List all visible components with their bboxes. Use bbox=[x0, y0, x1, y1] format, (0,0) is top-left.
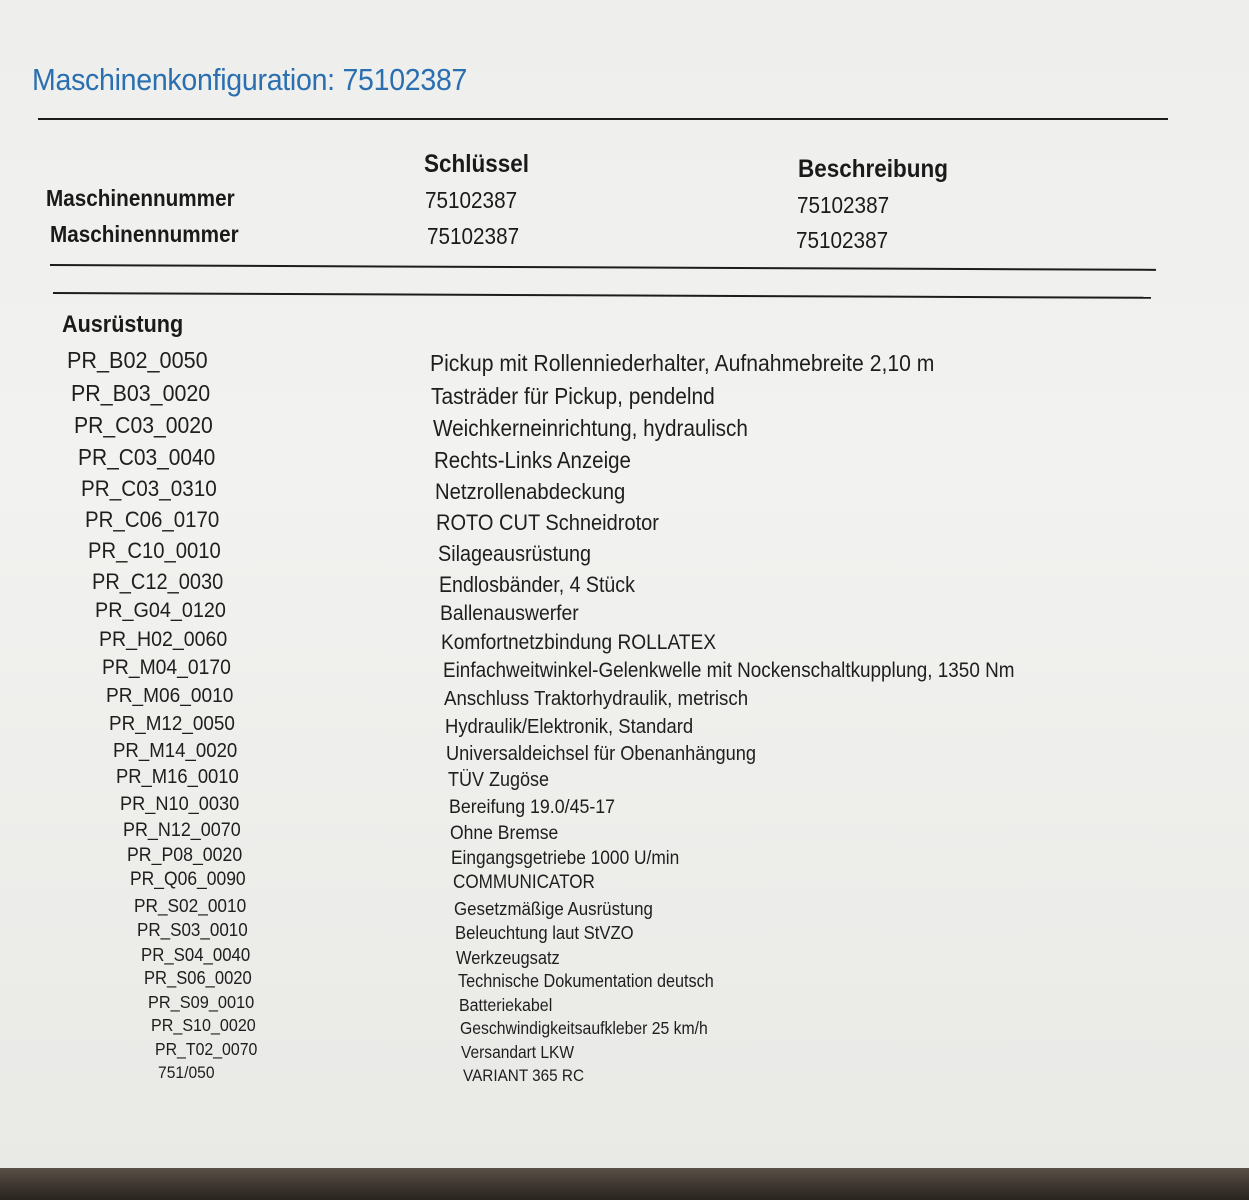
equipment-description: Technische Dokumentation deutsch bbox=[457, 971, 714, 991]
equipment-description: Rechts-Links Anzeige bbox=[433, 447, 631, 473]
equipment-description: Weichkerneinrichtung, hydraulisch bbox=[432, 415, 748, 441]
equipment-description: Anschluss Traktorhydraulik, metrisch bbox=[443, 687, 748, 710]
row-label-machine-number: Maschinennummer bbox=[50, 221, 239, 247]
column-header-key: Schlüssel bbox=[424, 150, 530, 178]
row-description-machine-number: 75102387 bbox=[797, 192, 890, 218]
equipment-description: VARIANT 365 RC bbox=[462, 1066, 584, 1085]
equipment-code: PR_S04_0040 bbox=[140, 944, 250, 965]
equipment-description: Silageausrüstung bbox=[437, 541, 591, 566]
equipment-code: PR_M14_0020 bbox=[112, 740, 237, 762]
equipment-description: ROTO CUT Schneidrotor bbox=[436, 510, 660, 535]
equipment-code: PR_P08_0020 bbox=[126, 845, 242, 866]
equipment-code: PR_N10_0030 bbox=[119, 793, 239, 815]
equipment-code: PR_M12_0050 bbox=[109, 712, 235, 735]
equipment-code: PR_C03_0020 bbox=[74, 412, 213, 438]
equipment-code: 751/050 bbox=[158, 1063, 215, 1082]
equipment-description: Tasträder für Pickup, pendelnd bbox=[431, 383, 716, 409]
equipment-description: Hydraulik/Elektronik, Standard bbox=[445, 715, 694, 738]
equipment-code: PR_T02_0070 bbox=[154, 1039, 257, 1059]
equipment-code: PR_B03_0020 bbox=[70, 380, 210, 406]
header-table-divider-bottom bbox=[53, 292, 1151, 299]
row-description-machine-number: 75102387 bbox=[796, 227, 889, 253]
column-header-description: Beschreibung bbox=[798, 155, 949, 183]
monitor-bezel bbox=[0, 1168, 1249, 1200]
equipment-code: PR_C10_0010 bbox=[88, 538, 221, 563]
equipment-code: PR_S09_0010 bbox=[147, 992, 254, 1012]
equipment-code: PR_S02_0010 bbox=[133, 895, 246, 916]
equipment-code: PR_S10_0020 bbox=[151, 1015, 256, 1035]
equipment-description: Versandart LKW bbox=[461, 1042, 575, 1062]
equipment-code: PR_B02_0050 bbox=[67, 347, 208, 373]
equipment-description: Einfachweitwinkel-Gelenkwelle mit Nockenschaltkupplung, 1350 Nm bbox=[442, 659, 1014, 682]
equipment-code: PR_Q06_0090 bbox=[130, 869, 246, 890]
equipment-code: PR_S06_0020 bbox=[144, 968, 252, 988]
equipment-code: PR_G04_0120 bbox=[95, 598, 226, 622]
equipment-code: PR_M16_0010 bbox=[116, 766, 239, 788]
equipment-description: Netzrollenabdeckung bbox=[435, 479, 626, 504]
equipment-section-label: Ausrüstung bbox=[62, 311, 184, 338]
equipment-code: PR_C03_0310 bbox=[81, 476, 217, 501]
equipment-description: COMMUNICATOR bbox=[452, 872, 595, 893]
equipment-description: Werkzeugsatz bbox=[456, 947, 561, 968]
equipment-description: TÜV Zugöse bbox=[447, 769, 549, 791]
equipment-code: PR_M04_0170 bbox=[102, 656, 231, 679]
equipment-description: Endlosbänder, 4 Stück bbox=[438, 572, 635, 597]
equipment-code: PR_N12_0070 bbox=[123, 819, 241, 841]
equipment-code: PR_C06_0170 bbox=[84, 507, 219, 532]
row-key-machine-number: 75102387 bbox=[427, 223, 520, 249]
equipment-description: Bereifung 19.0/45-17 bbox=[448, 796, 615, 818]
equipment-description: Eingangsgetriebe 1000 U/min bbox=[451, 848, 680, 869]
equipment-description: Batteriekabel bbox=[458, 995, 552, 1015]
equipment-description: Komfortnetzbindung ROLLATEX bbox=[441, 630, 717, 654]
title-divider bbox=[38, 118, 1168, 120]
equipment-description: Geschwindigkeitsaufkleber 25 km/h bbox=[460, 1018, 708, 1038]
header-table-divider-top bbox=[50, 264, 1156, 271]
equipment-description: Ballenauswerfer bbox=[440, 601, 579, 625]
equipment-code: PR_C12_0030 bbox=[91, 569, 223, 594]
equipment-code: PR_C03_0040 bbox=[77, 444, 215, 470]
row-label-machine-number: Maschinennummer bbox=[46, 185, 235, 211]
equipment-code: PR_M06_0010 bbox=[105, 684, 233, 707]
equipment-code: PR_H02_0060 bbox=[98, 627, 227, 651]
equipment-description: Pickup mit Rollenniederhalter, Aufnahmebreite 2,10 m bbox=[430, 350, 935, 376]
equipment-description: Beleuchtung laut StVZO bbox=[455, 922, 634, 943]
equipment-code: PR_S03_0010 bbox=[137, 919, 248, 940]
equipment-description: Universaldeichsel für Obenanhängung bbox=[446, 743, 757, 765]
equipment-description: Ohne Bremse bbox=[450, 822, 559, 844]
equipment-description: Gesetzmäßige Ausrüstung bbox=[453, 898, 653, 919]
page-title: Maschinenkonfiguration: 75102387 bbox=[32, 62, 468, 97]
row-key-machine-number: 75102387 bbox=[425, 187, 518, 213]
